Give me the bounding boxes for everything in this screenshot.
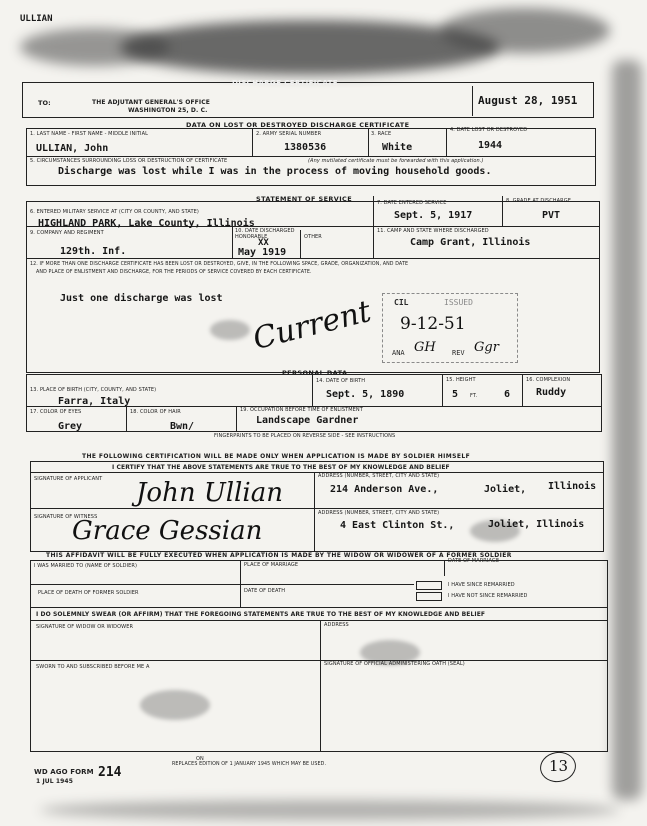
remarried-checkbox[interactable] (416, 581, 442, 590)
divider (30, 607, 608, 608)
divider (30, 620, 608, 621)
place-marriage-label: PLACE OF MARRIAGE (244, 562, 299, 568)
divider (502, 196, 503, 226)
header-divider (472, 86, 473, 116)
divider (373, 196, 374, 258)
divider (368, 128, 369, 156)
not-remarried-label: I HAVE NOT SINCE REMARRIED (448, 593, 528, 599)
replaces-note: REPLACES EDITION OF 1 JANUARY 1945 WHICH MAY BE USED. (172, 762, 327, 767)
date-entered-value: Sept. 5, 1917 (394, 210, 473, 221)
stamp-issued: ISSUED (444, 298, 473, 307)
divider (26, 258, 600, 259)
complexion-label: 16. COMPLEXION (526, 377, 571, 383)
scan-smudge-right-edge (612, 60, 642, 800)
sig-applicant-value: John Ullian (136, 478, 283, 508)
on-label: ON (196, 756, 204, 762)
section3-title: PERSONAL DATA (282, 369, 348, 377)
stamp-ana: ANA (392, 349, 405, 357)
camp-value: Camp Grant, Illinois (410, 237, 531, 248)
stamp-cil: CIL (394, 298, 409, 307)
date-marriage-label: DATE OF MARRIAGE (448, 558, 500, 564)
occupation-value: Landscape Gardner (256, 415, 359, 426)
fingerprints-note: FINGERPRINTS TO BE PLACED ON REVERSE SIDE - SEE INSTRUCTIONS (214, 433, 396, 439)
form-prefix: WD AGO FORM (34, 768, 94, 776)
hair-value: Bwn/ (170, 421, 195, 432)
company-value: 129th. Inf. (60, 246, 127, 257)
divider (236, 406, 237, 432)
place-death-label: PLACE OF DEATH OF FORMER SOLDIER (38, 590, 139, 596)
circumstances-value: Discharge was lost while I was in the process of moving household goods. (58, 166, 492, 177)
divider (442, 374, 443, 406)
top-left-text: ULLIAN (20, 14, 53, 24)
scan-smudge-bottom (40, 800, 620, 820)
dob-label: 14. DATE OF BIRTH (316, 378, 366, 384)
divider (312, 374, 313, 406)
grade-value: PVT (542, 210, 561, 221)
section1-title: DATA ON LOST OR DESTROYED DISCHARGE CERTIFICATE (186, 121, 410, 129)
section4-title: THE FOLLOWING CERTIFICATION WILL BE MADE ONLY WHEN APPLICATION IS MADE BY SOLDIER HIMSELF (82, 453, 471, 460)
page-number: 13 (549, 757, 569, 775)
more-label-2: AND PLACE OF ENLISTMENT AND DISCHARGE, FOR THE PERIODS OF SERVICE COVERED BY EACH CERTIFICATE. (36, 270, 312, 275)
divider (522, 374, 523, 406)
camp-label: 11. CAMP AND STATE WHERE DISCHARGED (377, 228, 489, 234)
grade-label: 8. GRADE AT DISCHARGE (506, 198, 571, 204)
handwritten-current: Current (249, 293, 375, 357)
official-label: SIGNATURE OF OFFICIAL ADMINISTERING OATH (SEAL) (324, 661, 465, 667)
honorable-label: HONORABLE (235, 234, 268, 240)
sig-widow-label: SIGNATURE OF WIDOW OR WIDOWER (36, 624, 134, 630)
header-date: August 28, 1951 (478, 94, 578, 107)
date-death-label: DATE OF DEATH (244, 588, 286, 594)
section5-box (30, 560, 608, 752)
date-discharged-label: 10. DATE DISCHARGED (235, 228, 295, 234)
divider (314, 472, 315, 552)
sig-applicant-label: SIGNATURE OF APPLICANT (34, 476, 103, 482)
circumstances-label: 5. CIRCUMSTANCES SURROUNDING LOSS OR DESTRUCTION OF CERTIFICATE (30, 158, 228, 164)
date-discharged-value: May 1919 (238, 247, 287, 258)
date-lost-label: 4. DATE LOST OR DESTROYED (450, 127, 528, 133)
divider (30, 584, 414, 585)
form-title: DISCHARGE CERTIFICATE (232, 79, 338, 87)
sig-witness-label: SIGNATURE OF WITNESS (34, 514, 98, 520)
divider (252, 128, 253, 156)
date-lost-value: 1944 (478, 140, 503, 151)
sworn-label: SWORN TO AND SUBSCRIBED BEFORE ME A (36, 664, 150, 670)
divider (232, 226, 233, 258)
more-label-1: 12. IF MORE THAN ONE DISCHARGE CERTIFICATE HAS BEEN LOST OR DESTROYED, GIVE, IN THE FOLLOWING SPACE, GRADE, ORGANIZATION, AND DATE (30, 262, 409, 267)
to-line-1: THE ADJUTANT GENERAL'S OFFICE (92, 99, 210, 106)
entered-value: HIGHLAND PARK, Lake County, Illinois (38, 218, 255, 229)
company-label: 9. COMPANY AND REGIMENT (30, 230, 104, 236)
entered-label: 6. ENTERED MILITARY SERVICE AT (CITY OR COUNTY, AND STATE) (30, 209, 199, 215)
stamp-initials: GH (414, 340, 436, 355)
hair-label: 18. COLOR OF HAIR (130, 409, 181, 415)
stamp-rev: REV (452, 349, 465, 357)
section2-title: STATEMENT OF SERVICE (256, 195, 353, 203)
height-in: 6 (504, 389, 511, 400)
serial-label: 2. ARMY SERIAL NUMBER (256, 131, 322, 137)
name-value: ULLIAN, John (36, 143, 109, 154)
other-label: OTHER (304, 234, 322, 240)
address-label: ADDRESS (NUMBER, STREET, CITY AND STATE) (318, 473, 440, 479)
witness-address-value: 4 East Clinton St., (340, 520, 455, 531)
divider (300, 230, 301, 258)
witness-address-value-b: Joliet, Illinois (488, 519, 585, 530)
divider (444, 560, 445, 576)
divider (446, 128, 447, 156)
witness-address-label: ADDRESS (NUMBER, STREET, CITY AND STATE) (318, 510, 440, 516)
address-value-1c: Illinois (548, 481, 597, 492)
not-remarried-checkbox[interactable] (416, 592, 442, 601)
divider (320, 620, 321, 752)
to-line-2: WASHINGTON 25, D. C. (128, 107, 208, 114)
stamp-rev-initials: Ggr (474, 340, 499, 355)
eyes-label: 17. COLOR OF EYES (30, 409, 82, 415)
swear-statement: I DO SOLEMNLY SWEAR (OR AFFIRM) THAT THE FOREGOING STATEMENTS ARE TRUE TO THE BEST OF MY KNOWLEDGE AND BELIEF (36, 611, 486, 618)
section5-title: THIS AFFIDAVIT WILL BE FULLY EXECUTED WHEN APPLICATION IS MADE BY THE WIDOW OR WIDOWER OF A FORMER SOLDIER (46, 552, 512, 559)
stamp-date: 9-12-51 (400, 314, 466, 334)
widow-address-label: ADDRESS (324, 622, 349, 628)
divider (126, 406, 127, 432)
divider (26, 156, 596, 157)
address-value-1b: Joliet, (484, 484, 527, 495)
form-date: 1 JUL 1945 (36, 778, 73, 785)
birthplace-label: 13. PLACE OF BIRTH (CITY, COUNTY, AND STATE) (30, 387, 157, 393)
remarried-label: I HAVE SINCE REMARRIED (448, 582, 515, 588)
form-number: 214 (98, 765, 122, 780)
scan-smudge-top-left (20, 28, 170, 66)
height-ft-label: FT. (470, 393, 478, 399)
divider (30, 472, 604, 473)
to-label: TO: (38, 99, 51, 107)
sig-witness-value: Grace Gessian (72, 516, 263, 546)
dob-value: Sept. 5, 1890 (326, 389, 405, 400)
name-label: 1. LAST NAME - FIRST NAME - MIDDLE INITIAL (30, 131, 149, 137)
race-value: White (382, 142, 413, 153)
married-to-label: I WAS MARRIED TO (NAME OF SOLDIER) (34, 563, 138, 569)
divider (30, 660, 608, 661)
height-label: 15. HEIGHT (446, 377, 476, 383)
circumstances-note: (Any mutilated certificate must be forwarded with this application.) (308, 158, 484, 164)
address-value-1: 214 Anderson Ave., (330, 484, 439, 495)
serial-value: 1380536 (284, 142, 327, 153)
race-label: 3. RACE (371, 131, 392, 137)
honorable-mark: XX (258, 238, 269, 248)
eyes-value: Grey (58, 421, 83, 432)
certify-statement: I CERTIFY THAT THE ABOVE STATEMENTS ARE TRUE TO THE BEST OF MY KNOWLEDGE AND BELIEF (112, 464, 450, 471)
complexion-value: Ruddy (536, 387, 567, 398)
divider (30, 508, 604, 509)
scan-smudge-top-right (440, 8, 610, 53)
birthplace-value: Farra, Italy (58, 396, 131, 407)
height-ft: 5 (452, 389, 459, 400)
date-entered-label: 7. DATE ENTERED SERVICE (377, 200, 447, 206)
occupation-label: 19. OCCUPATION BEFORE TIME OF ENLISTMENT (240, 407, 363, 413)
more-value: Just one discharge was lost (60, 293, 223, 304)
